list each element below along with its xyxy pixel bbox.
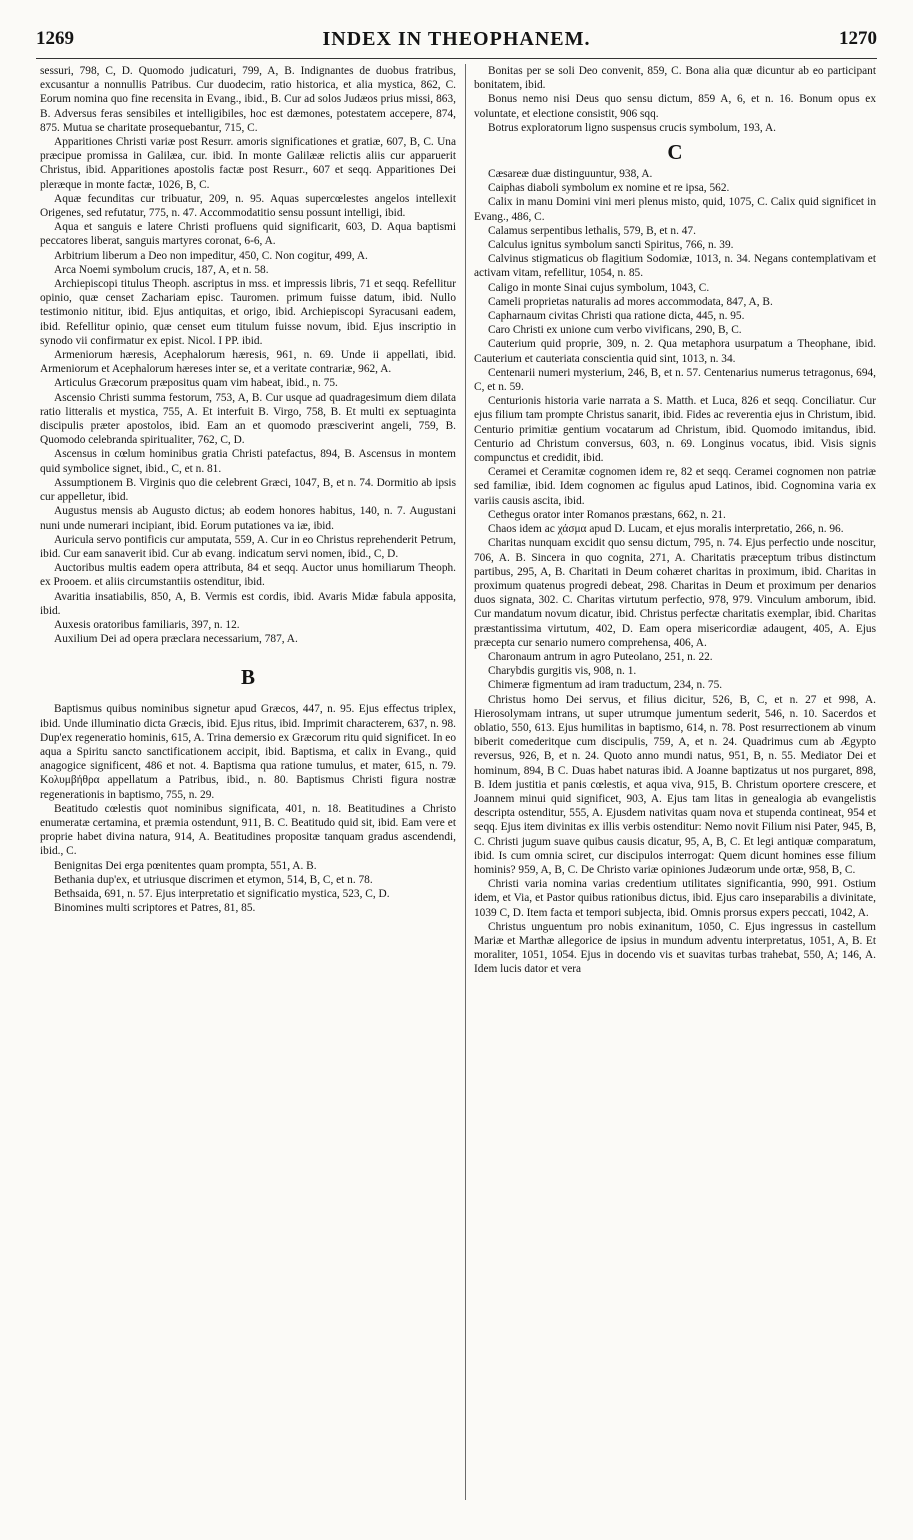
index-entry: Arca Noemi symbolum crucis, 187, A, et n. 58. <box>54 263 269 276</box>
index-entry: Botrus exploratorum ligno suspensus crucis symbolum, 193, A. <box>488 121 776 134</box>
column-divider <box>465 64 466 1500</box>
right-column <box>474 64 876 1512</box>
index-entry: Cameli proprietas naturalis ad mores accommodata, 847, A, B. <box>488 295 773 308</box>
index-entry: Bethania dup'ex, et utriusque discrimen et etymon, 514, B, C, et n. 78. <box>54 873 373 886</box>
index-entry: Auxesis oratoribus familiaris, 397, n. 12. <box>54 618 240 631</box>
index-entry: Christus unguentum pro nobis exinanitum, 1050, C. Ejus ingressus in castellum Mariæ et Marthæ allegorice de ipsius in mundum adventu interpretatus, 1051, A, B. Et moraliter, 1051, 1054. Ejus in docendo vis et suavitas turbas trahebat, 550, A; 146, A. Idem lucis dator et vera <box>474 920 876 976</box>
index-entry: Calix in manu Domini vini meri plenus misto, quid, 1075, C. Calix quid significet in Evang., 486, C. <box>474 196 876 223</box>
index-entry: Bonitas per se soli Deo convenit, 859, C. Bona alia quæ dicuntur ab eo participant bonitatem, ibid. <box>474 65 876 92</box>
index-entry: Caro Christi ex unione cum verbo vivificans, 290, B, C. <box>488 324 742 337</box>
index-entry: Ascensio Christi summa festorum, 753, A, B. Cur usque ad quadragesimum diem dilata ratio litteralis et mystica, 755, A. Et interfuit B. Virgo, 758, B. Et multi ex septuaginta discipulis præter apostolos, ibid. Eam an et quomodo præsciverint angeli, 759, B. Quomodo celebranda spiritualiter, 762, C, D. <box>40 391 456 447</box>
index-entry: Cæsareæ duæ distinguuntur, 938, A. <box>488 168 653 181</box>
index-entry: Baptismus quibus nominibus signetur apud Græcos, 447, n. 95. Ejus effectus triplex, ibid. Unde illuminatio dicta Græcis, ibid. Ejus ritus, ibid. Imprimit characterem, 637, n. 98. Dup'ex regeneratio hominis, 615, A. Trina demersio ex Græcorum ritu quid significet. In eo aqua a Spiritu sancto sanctificationem accipit, ibid. Baptisma, et calix in Evang., quid anagogice significent, 486 et not. 4. Baptisma qua ratione tumulus, et mater, 615, n. 79. Κολυμβήθρα appellatum a Patribus, ibid., n. 80. Baptismus Christi figura nostræ regenerationis in baptismo, 755, n. 29. <box>40 703 456 801</box>
page-header <box>36 28 877 56</box>
index-entry: Charitas nunquam excidit quo sensu dictum, 795, n. 74. Ejus perfectio unde noscitur, 706, A. B. Sincera in quo cognita, 271, A. Charitatis præceptum tribus distinctum partibus, 295, A, B. Charitati in Deum cohæret charitas in proximum, ibid. Charitas in proximum quatenus progredi debeat, 298. Charitas in Deum et proximum per denarios duos signata, 302. C. Charitas virtutum perfectio, 978, 979. Vinculum amborum, ibid. Cur mandatum novum dicatur, ibid. Christus perfectæ charitatis exemplar, ibid. Charitas præstantissima virtutum, 402, D. Eam opera misericordiæ adaugent, 405, A. Ejus præcepta cur senario numero comprehensa, 406, A. <box>474 537 876 649</box>
index-entry: Calculus ignitus symbolum sancti Spiritus, 766, n. 39. <box>488 239 734 252</box>
index-entry: Centenarii numeri mysterium, 246, B, et n. 57. Centenarius numerus tetragonus, 694, C, et n. 59. <box>474 366 876 394</box>
index-entry: Chaos idem ac χάσμα apud D. Lucam, et ejus moralis interpretatio, 266, n. 96. <box>488 523 844 536</box>
index-entry: Articulus Græcorum præpositus quam vim habeat, ibid., n. 75. <box>54 377 338 390</box>
index-entry: Auricula servo pontificis cur amputata, 559, A. Cur in eo Christus reprehenderit Petrum, ibid. Cur eam sanaverit ibid. Cur ab evang. indicatum servi nomen, ibid., C, D. <box>40 533 456 560</box>
index-entry: Armeniorum hæresis, Acephalorum hæresis, 961, n. 69. Unde ii appellati, ibid. Armeniorum et Acephalorum hæreses inter se, et a veritate contrariæ, 962, A. <box>40 349 456 376</box>
index-entry: Avaritia insatiabilis, 850, A, B. Vermis est cordis, ibid. Avaris Midæ fabula apposita, ibid. <box>40 590 456 617</box>
index-entry: Arbitrium liberum a Deo non impeditur, 450, C. Non cogitur, 499, A. <box>54 249 368 262</box>
index-entry: Christi varia nomina varias credentium utilitates significantia, 990, 991. Ostium idem, et Via, et Pastor quibus rationibus dictus, ibid. Ejus caro inseparabilis a divinitate, 1039 C, D. Item facta et tempori subjecta, ibid. Omnis prorsus expers peccati, 1042, A. <box>474 878 876 919</box>
index-entry: Binomines multi scriptores et Patres, 81, 85. <box>54 902 256 915</box>
index-entry: Calvinus stigmaticus ob flagitium Sodomiæ, 1013, n. 34. Negans contemplativam et activam vitam, refellitur, 1054, n. 85. <box>474 253 876 280</box>
index-entry: Ascensus in cœlum hominibus gratia Christi patefactus, 894, B. Ascensus in montem quid symbolice signet, ibid., C, et n. 81. <box>40 448 456 475</box>
index-entry: Cethegus orator inter Romanos præstans, 662, n. 21. <box>488 508 726 521</box>
index-entry: Bethsaida, 691, n. 57. Ejus interpretatio et significatio mystica, 523, C, D. <box>54 887 390 900</box>
index-entry: Beatitudo cœlestis quot nominibus significata, 401, n. 18. Beatitudines a Christo enumeratæ certamina, et præmia ostendunt, 911, B. C. Beatitudo quid sit, ibid. Eam vere et proprie habet divina natura, 914, A. Beatitudines propositæ tanquam gradus ascendendi, ibid., C. <box>40 802 456 858</box>
index-entry: Aqua et sanguis e latere Christi profluens quid significarit, 603, D. Aqua baptismi peccatores liberat, sanguis martyres coronat, 6-6, A. <box>40 221 456 248</box>
index-entry: Christus homo Dei servus, et filius dicitur, 526, B, C, et n. 27 et 998, A. Hierosolymam intrans, ut super utrumque jumentum sederit, 546, n. 10. Sacerdos et oblatio, 550, 613. Ejus humilitas in baptismo, 614, n. 78. Post resurrectionem ab vinum biberit comederitque cum discipulis, 759, A, et n. 24. Quadrimus cum ab Ægypto reversus, 926, B, et n. 24. Quoto anno mundi natus, 951, B, n. 55. Mediator Dei et hominum, 894, B C. Duas habet naturas ibid. A Joanne baptizatus ut nos purgaret, 898, B. Idem justitia et panis cœlestis, et aqua viva, 915, B. Christum oportere crescere, et Joannem minui quid significet, 903, A. Ejus tam litas in genealogia ab evangelistis descripta ostenditur, 555, A. Ejusdem nativitas quam nova et stupenda contineat, 954 et seqq. Ejus item divinitas ex illis verbis ostenditur: Nemo novit Filium nisi Pater, 945, B, C. Christi jugum suave quibus causis dicatur, 95, A, B, C. Et legi antiquæ comparatum, ibid. Is cum omnia sciret, cur discipulos interrogat: Quem dicunt homines esse filium hominis? 959, A, B, C. De Christo variæ opiniones Judæorum unde ortæ, 958, B, C. <box>474 693 876 876</box>
index-entry: Chimeræ figmentum ad iram traductum, 234, n. 75. <box>488 679 723 692</box>
index-entry: Assumptionem B. Virginis quo die celebrent Græci, 1047, B, et n. 74. Dormitio ab ipsis cur appelletur, ibid. <box>40 476 456 504</box>
left-column <box>40 64 456 1512</box>
index-entry: Ceramei et Ceramitæ cognomen idem re, 82 et seqq. Ceramei cognomen non patriæ sed familiæ, ibid. Idem cognomen ac figulus apud Latinos, ibid. Cognomina varia ex variis causis ascita, ibid. <box>474 466 876 507</box>
index-entry: Augustus mensis ab Augusto dictus; ab eodem honores habitus, 140, n. 7. Augustani nuni unde numerari incipiant, ibid. Eorum putationes va iæ, ibid. <box>40 505 456 532</box>
entries-a <box>40 64 456 646</box>
running-title: INDEX IN THEOPHANEM. <box>322 28 591 50</box>
index-entry: Archiepiscopi titulus Theoph. ascriptus in mss. et impressis libris, 71 et seqq. Refellitur opinio, quæ censet Zachariam episc. Tauromen. primum fuisse datum, ibid. Nullo testimonio nititur, ibid. Ejus antiquitas, et origo, ibid. Archiepiscopi Syracusani eadem, ibid. Refellitur opinio, quæ censet eum titulum fuisse novum, ibid. Ejus inscriptio in synodo vii confirmatur ex epist. Nicol. I PP. ibid. <box>40 278 456 347</box>
entries-b <box>40 702 456 915</box>
section-letter-b: B <box>240 665 255 690</box>
page-number-right: 1270 <box>839 28 877 49</box>
index-entry: Auxilium Dei ad opera præclara necessarium, 787, A. <box>54 633 298 646</box>
index-entry: Centurionis historia varie narrata a S. Matth. et Luca, 826 et seqq. Conciliatur. Cur ejus filium tam prompte Christus sanarit, ibid. Fides ac reverentia ejus in Christum, ibid. Centurio primitiæ gentium vocatarum ad Christum, ibid. Quomodo imitandus, ibid. Centurio ad Christum conversus, 603, n. 69. Longinus vocatus, ibid. Visis signis compunctus et credidit, ibid. <box>474 395 876 465</box>
index-entry: Benignitas Dei erga pœnitentes quam prompta, 551, A. B. <box>54 859 317 872</box>
index-entry: Bonus nemo nisi Deus quo sensu dictum, 859 A, 6, et n. 16. Bonum opus ex voluntate, et electione consistit, 906 sqq. <box>474 93 876 120</box>
index-entry: Aquæ fecunditas cur tribuatur, 209, n. 95. Aquas supercœlestes angelos intellexit Origenes, sed refutatur, 775, n. 47. Accommodatitio sensu possunt intelligi, ibid. <box>40 192 456 220</box>
index-entry: Calamus serpentibus lethalis, 579, B, et n. 47. <box>488 224 696 237</box>
index-entry: Apparitiones Christi variæ post Resurr. amoris significationes et gratiæ, 607, B, C. Una præcipue promissa in Galilæa, cur. ibid. In monte Galilææ relictis aliis cur apparuerit Christus, ibid. Apparitiones apostolis factæ post Resurr., 607 et seqq. Apparitiones Dei pleræque in monte factæ, 1026, B, C. <box>40 136 456 191</box>
index-entry: Caiphas diaboli symbolum ex nomine et re ipsa, 562. <box>488 182 730 195</box>
page-number-left: 1269 <box>36 28 74 49</box>
index-entry: Cauterium quid proprie, 309, n. 2. Qua metaphora usurpatum a Theophane, ibid. Cauterium et cauteriata conscientia quid sint, 1013, n. 34. <box>474 338 876 365</box>
index-entry: Charybdis gurgitis vis, 908, n. 1. <box>488 665 637 678</box>
entries-c <box>474 167 876 977</box>
index-entry: Caligo in monte Sinai cujus symbolum, 1043, C. <box>488 281 710 294</box>
index-entry: Charonaum antrum in agro Puteolano, 251, n. 22. <box>488 650 713 663</box>
section-letter-c: C <box>667 140 683 165</box>
header-rule <box>36 58 877 59</box>
index-entry: Capharnaum civitas Christi qua ratione dicta, 445, n. 95. <box>488 310 745 323</box>
index-entry: Auctoribus multis eadem opera attributa, 84 et seqq. Auctor unus homiliarum Theoph. ex Prooem. et aliis circumstantiis ostenditur, ibid. <box>40 562 456 589</box>
entries-b-continued <box>474 64 876 135</box>
index-entry: sessuri, 798, C, D. Quomodo judicaturi, 799, A, B. Indignantes de duobus fratribus, excusantur a nonnullis Patribus. Cur duodecim, ratio historica, et alia mystica, 862, C. Eorum nomina quo fine recensita in Evang., ibid., B. Cur ad solos Judæos prius missi, 863, B. Adversus feras sensibiles et intelligibiles, hoc est dæmones, potestatem accepere, 874, 875. Mutua se charitate prosequebantur, 715, C. <box>40 65 456 134</box>
